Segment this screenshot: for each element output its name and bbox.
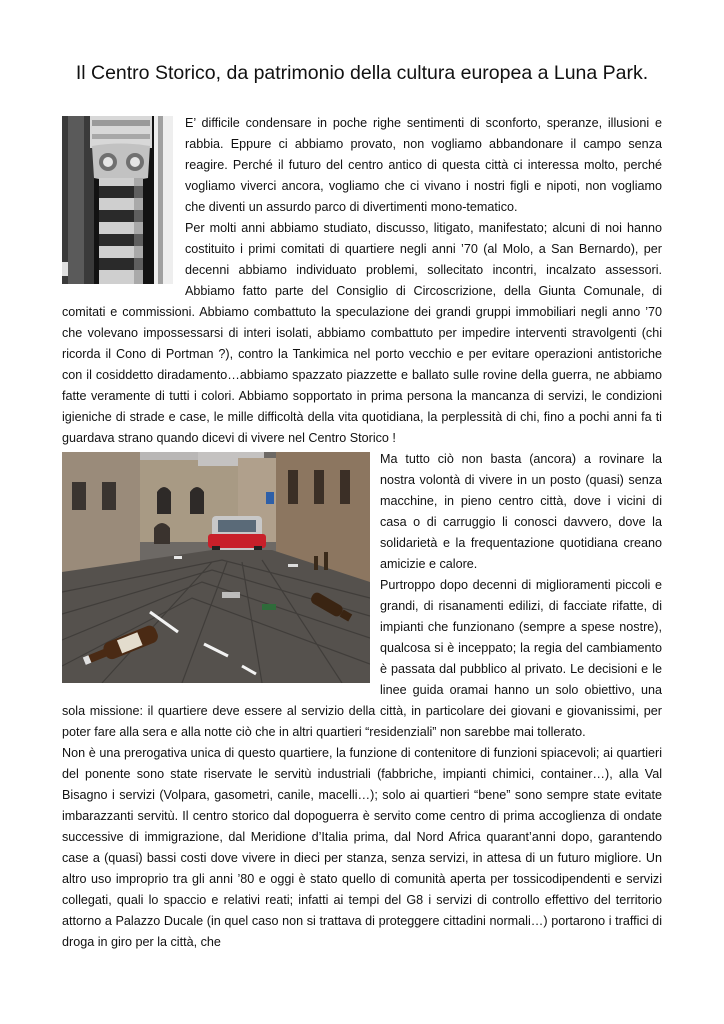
street-bottles-photo xyxy=(62,452,370,683)
paragraph-3: Ma tutto ciò non basta (ancora) a rovinare la nostra volontà di vivere in un posto (quasi) senza macchine, in pieno centro città, dove i vicini di casa o di carruggio li conosci davvero, dove la solidarietà e la frequentazione quotidiana creano amicizie e calore. xyxy=(380,452,662,571)
paragraph-4: Purtroppo dopo decenni di miglioramenti piccoli e grandi, di risanamenti edilizi, di facciate rifatte, di impianti che funzionano (sempre a spese nostre), qualcosa si è inceppato; la regia del cambiamento è passata dal pubblico al privato. Le decisioni e le linee guida oramai hanno un solo obiettivo, una sola missione: il quartiere deve essere al servizio della città, in particolare dei giovani e giovanissimi, per poter fare alla sera e alla notte ciò che in altri quartieri “residenziali” non sarebbe mai tollerato. xyxy=(62,578,662,739)
article-body xyxy=(62,113,662,953)
page-title: Il Centro Storico, da patrimonio della cultura europea a Luna Park. xyxy=(75,62,649,84)
column-capital-photo xyxy=(62,116,173,284)
paragraph-5: Non è una prerogativa unica di questo quartiere, la funzione di contenitore di funzioni spiacevoli; ai quartieri del ponente sono state riservate le servitù industriali (fabbriche, impianti chimici, container…), alla Val Bisagno i servizi (Volpara, gasometri, canile, macelli…); solo ai quartieri “bene” sono sempre state evitate imbarazzanti servitù. Il centro storico dal dopoguerra è servito come centro di prima accoglienza di ondate successive di immigrazione, dal Meridione d’Italia prima, dal Nord Africa quarant’anni dopo, garantendo case a (quasi) bassi costi dove vivere in dieci per stanza, senza servizi, in attesa di un futuro migliore. Un altro uso improprio tra gli anni ’80 e oggi è stato quello di comunità aperta per tossicodipendenti e servizi collegati, quali lo spaccio e relativi reati; infatti ai tempi del G8 i servizi di controllo effettivo del territorio attorno a Palazzo Ducale (in quel caso non si trattava di proteggere cittadini normali…) portarono i traffici di droga in giro per la città, che xyxy=(62,746,662,949)
paragraph-2: Per molti anni abbiamo studiato, discusso, litigato, manifestato; alcuni di noi hanno costituito i primi comitati di quartiere negli anni ’70 (al Molo, a San Bernardo), per decenni abbiamo individuato problemi, sollecitato incontri, incalzato assessori. Abbiamo fatto parte del Consiglio di Circoscrizione, della Giunta Comunale, di comitati e commissioni. Abbiamo combattuto la speculazione dei grandi gruppi immobiliari negli anno ’70 che volevano impossessarsi di interi isolati, abbiamo combattuto per impedire interventi stravolgenti (chi ricorda il Cono di Portman ?), contro la Tankimica nel porto vecchio e per evitare operazioni antistoriche con il cosiddetto diradamento…abbiamo spazzato piazzette e ballato sulle rovine della guerra, ne abbiamo fatte veramente di tutti i colori. Abbiamo sopportato in prima persona la mancanza di servizi, le condizioni igieniche di strade e case, le mille difficoltà della vita quotidiana, la perplessità di chi, fino a pochi anni fa ti guardava strano quando dicevi di vivere nel Centro Storico ! xyxy=(62,221,662,445)
paragraph-1: E’ difficile condensare in poche righe sentimenti di sconforto, speranze, illusioni e rabbia. Eppure ci abbiamo provato, non vogliamo abbandonare il campo senza reagire. Perché il futuro del centro antico di questa città ci interessa molto, perché vogliamo viverci ancora, vogliamo che ci vivano i nostri figli e nipoti, non vogliamo che diventi un assurdo parco di divertimenti mono-tematico. xyxy=(185,116,662,214)
